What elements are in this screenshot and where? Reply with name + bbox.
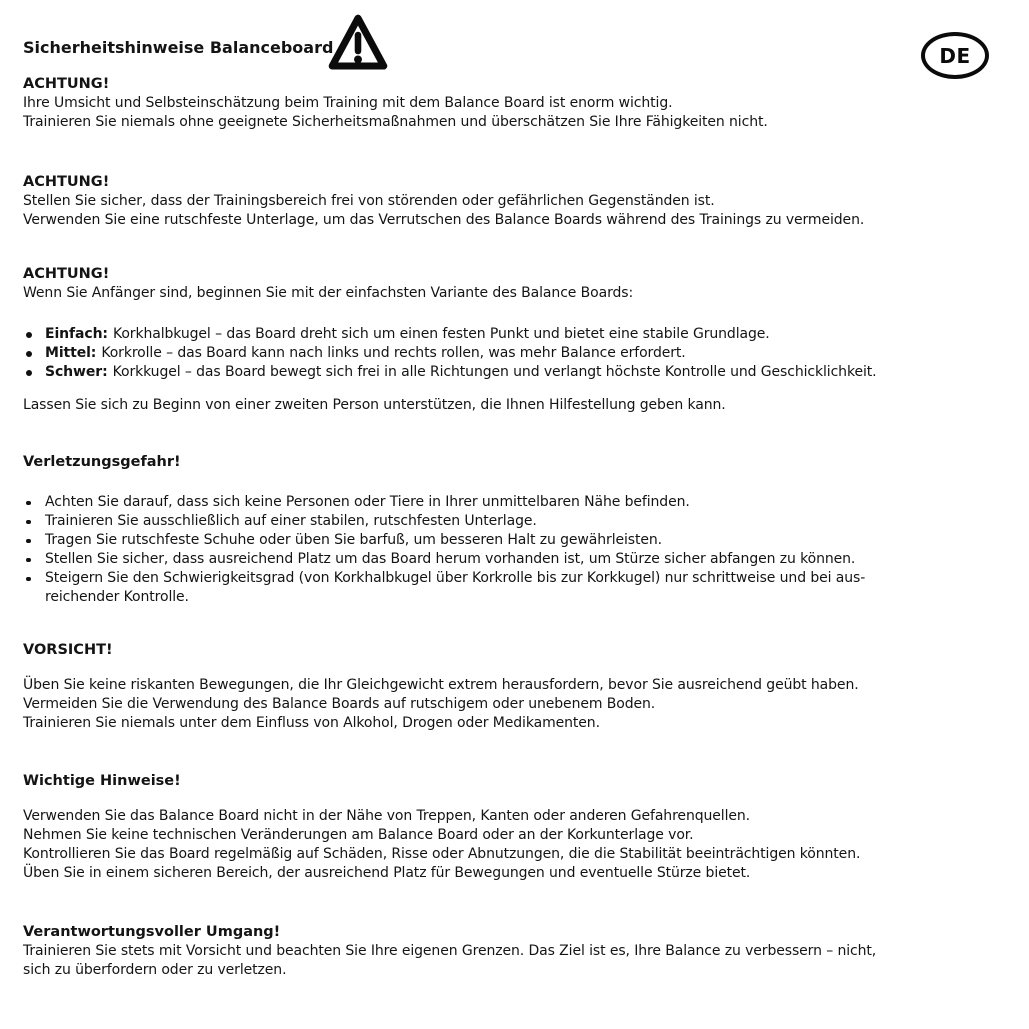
section-achtung-3 (23, 264, 1018, 415)
text-line: Lassen Sie sich zu Beginn von einer zweiten Person unterstützen, die Ihnen Hilfestellung geben kann. (23, 397, 726, 413)
bullet-lead: Mittel: (45, 345, 97, 361)
section-vorsicht (23, 640, 1018, 733)
text-line: Trainieren Sie stets mit Vorsicht und beachten Sie Ihre eigenen Grenzen. Das Ziel ist es, Ihre Balance zu verbessern – nicht, (23, 943, 877, 959)
section-heading: Verletzungsgefahr! (23, 454, 181, 470)
section-heading: Wichtige Hinweise! (23, 773, 181, 789)
text-line: Vermeiden Sie die Verwendung des Balance Boards auf rutschigem oder unebenem Boden. (23, 696, 656, 712)
language-badge-label: DE (939, 43, 971, 68)
bullet-lead: Schwer: (45, 364, 108, 380)
bullet-icon (26, 332, 32, 338)
injury-risk-bullet-list (23, 493, 1018, 607)
bullet-icon (26, 501, 31, 506)
section-verletzungsgefahr (23, 452, 1018, 607)
list-item (23, 363, 1018, 382)
section-wichtige-hinweise (23, 771, 1018, 883)
text-line: Achten Sie darauf, dass sich keine Personen oder Tiere in Ihrer unmittelbaren Nähe befinden. (45, 494, 690, 510)
text-line: Trainieren Sie niemals unter dem Einfluss von Alkohol, Drogen oder Medikamenten. (23, 715, 600, 731)
paragraph (23, 807, 1018, 883)
list-item (23, 344, 1018, 363)
list-item (23, 550, 1018, 569)
text-line: Kontrollieren Sie das Board regelmäßig auf Schäden, Risse oder Abnutzungen, die die Stabilität beeinträchtigen könnten. (23, 846, 861, 862)
section-heading: ACHTUNG! (23, 76, 110, 92)
bullet-lead: Einfach: (45, 326, 108, 342)
bullet-body: Korkhalbkugel – das Board dreht sich um einen festen Punkt und bietet eine stabile Grundlage. (112, 326, 770, 342)
text-line (45, 363, 877, 382)
text-line: Tragen Sie rutschfeste Schuhe oder üben Sie barfuß, um besseren Halt zu gewährleisten. (45, 532, 663, 548)
text-line: Wenn Sie Anfänger sind, beginnen Sie mit der einfachsten Variante des Balance Boards: (23, 285, 634, 301)
bullet-icon (26, 539, 31, 544)
text-line: Stellen Sie sicher, dass ausreichend Platz um das Board herum vorhanden ist, um Stürze sicher abfangen zu können. (45, 551, 856, 567)
list-item (23, 512, 1018, 531)
text-line: Steigern Sie den Schwierigkeitsgrad (von Korkhalbkugel über Korkrolle bis zur Korkkugel) nur schrittweise und bei aus- (45, 570, 866, 586)
list-item (23, 493, 1018, 512)
text-line: sich zu überfordern oder zu verletzen. (23, 962, 287, 978)
text-line: Verwenden Sie das Balance Board nicht in der Nähe von Treppen, Kanten oder anderen Gefahrenquellen. (23, 808, 751, 824)
list-item (23, 325, 1018, 344)
section-heading: ACHTUNG! (23, 174, 110, 190)
bullet-icon (26, 370, 32, 376)
difficulty-bullet-list (23, 325, 1018, 382)
text-line: Üben Sie in einem sicheren Bereich, der ausreichend Platz für Bewegungen und eventuelle Stürze bietet. (23, 865, 751, 881)
text-line: Trainieren Sie ausschließlich auf einer stabilen, rutschfesten Unterlage. (45, 513, 537, 529)
text-line: Verwenden Sie eine rutschfeste Unterlage, um das Verrutschen des Balance Boards während des Trainings zu vermeiden. (23, 212, 865, 228)
warning-triangle-icon (328, 12, 388, 79)
text-line: Nehmen Sie keine technischen Veränderungen am Balance Board oder an der Korkunterlage vor. (23, 827, 694, 843)
text-line (45, 325, 770, 344)
bullet-icon (26, 520, 31, 525)
bullet-icon (26, 558, 31, 563)
text-line (45, 344, 686, 363)
paragraph (23, 676, 1018, 733)
language-badge (921, 32, 989, 79)
bullet-icon (26, 577, 31, 582)
section-heading: Verantwortungsvoller Umgang! (23, 924, 281, 940)
text-line: Üben Sie keine riskanten Bewegungen, die Ihr Gleichgewicht extrem herausfordern, bevor Sie ausreichend geübt haben. (23, 677, 859, 693)
section-achtung-2 (23, 172, 1018, 230)
page-title: Sicherheitshinweise Balanceboard (23, 38, 334, 57)
bullet-icon (26, 351, 32, 357)
section-heading: ACHTUNG! (23, 266, 110, 282)
bullet-body: Korkkugel – das Board bewegt sich frei in alle Richtungen und verlangt höchste Kontrolle und Geschicklichkeit. (112, 364, 877, 380)
text-line: reichender Kontrolle. (45, 589, 189, 605)
list-item (23, 531, 1018, 550)
section-heading: VORSICHT! (23, 642, 113, 658)
list-item (23, 569, 1018, 607)
section-achtung-1 (23, 74, 1018, 132)
text-line: Stellen Sie sicher, dass der Trainingsbereich frei von störenden oder gefährlichen Gegenständen ist. (23, 193, 715, 209)
text-line: Ihre Umsicht und Selbsteinschätzung beim Training mit dem Balance Board ist enorm wichtig. (23, 95, 673, 111)
text-line: Trainieren Sie niemals ohne geeignete Sicherheitsmaßnahmen und überschätzen Sie Ihre Fähigkeiten nicht. (23, 114, 768, 130)
bullet-body: Korkrolle – das Board kann nach links und rechts rollen, was mehr Balance erfordert. (101, 345, 686, 361)
section-verantwortungsvoller-umgang (23, 922, 1018, 980)
